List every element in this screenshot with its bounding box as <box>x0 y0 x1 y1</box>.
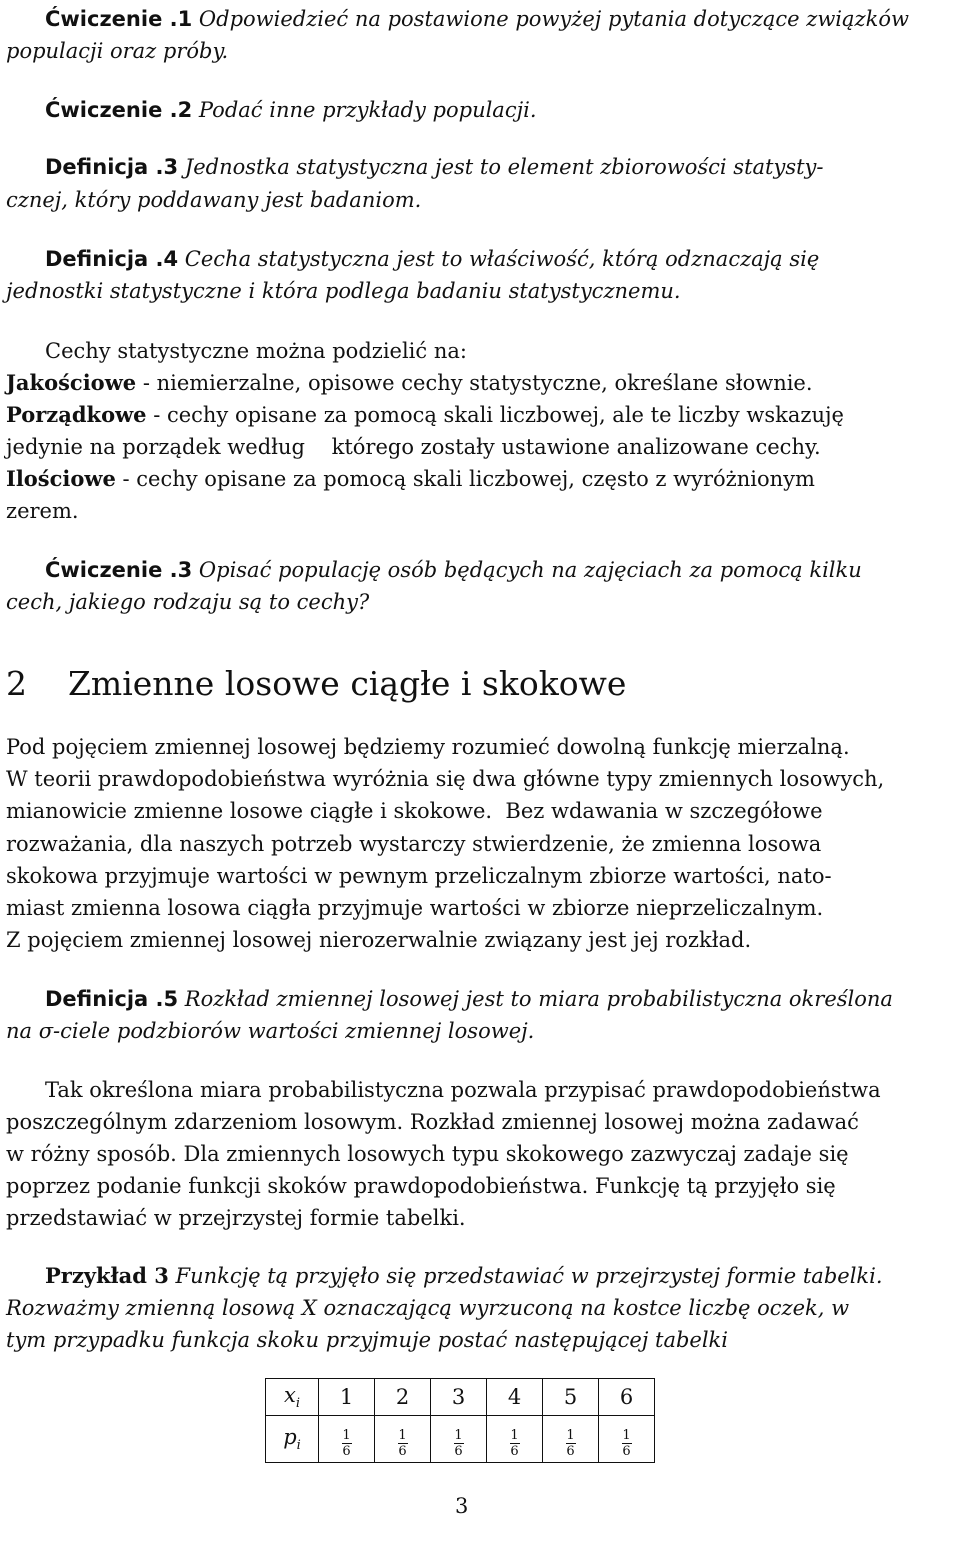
fraction <box>454 1429 464 1458</box>
paragraph-2-line-2: poszczególnym zdarzeniom losowym. Rozkład zmiennej losowej można zadawać <box>6 1110 859 1134</box>
ordinal-features-line2: jedynie na porządek według którego zostały ustawione analizowane cechy. <box>6 435 821 459</box>
paragraph-1-line-3: mianowicie zmienne losowe ciągłe i skokowe. Bez wdawania w szczegółowe <box>6 799 823 823</box>
page-number: 3 <box>455 1494 469 1518</box>
exercise-3-label: Ćwiczenie .3 <box>45 558 193 582</box>
denominator: 6 <box>566 1444 575 1459</box>
table-row-x <box>266 1379 655 1416</box>
p-header <box>266 1416 319 1463</box>
section-number: 2 <box>6 664 27 703</box>
x-symbol: x <box>283 1383 296 1407</box>
x-subscript: i <box>295 1396 300 1411</box>
x-value: 2 <box>375 1379 431 1416</box>
definition-4-text: Cecha statystyczna jest to właściwość, którą odznaczają się <box>184 247 820 271</box>
x-value: 3 <box>431 1379 487 1416</box>
paragraph-1-line-6: miast zmienna losowa ciągła przyjmuje wartości w zbiorze nieprzeliczalnym. <box>6 896 824 920</box>
definition-4-line1 <box>45 244 819 274</box>
exercise-2-label: Ćwiczenie .2 <box>45 98 193 122</box>
paragraph-1-line-1: Pod pojęciem zmiennej losowej będziemy rozumieć dowolną funkcję mierzalną. <box>6 735 850 759</box>
features-intro: Cechy statystyczne można podzielić na: <box>45 339 467 363</box>
numerator: 1 <box>454 1428 463 1443</box>
exercise-3-line1 <box>45 555 862 585</box>
paragraph-1-line-4: rozważania, dla naszych potrzeb wystarczy stwierdzenie, że zmienna losowa <box>6 832 822 856</box>
quantitative-features-line2: zerem. <box>6 499 79 523</box>
numerator: 1 <box>566 1428 575 1443</box>
example-3-label: Przykład 3 <box>45 1263 169 1288</box>
fraction <box>566 1429 576 1458</box>
ordinal-label: Porządkowe <box>6 402 147 427</box>
x-value: 1 <box>319 1379 375 1416</box>
paragraph-2-line-3: w różny sposób. Dla zmiennych losowych typu skokowego zazwyczaj zadaje się <box>6 1142 849 1166</box>
denominator: 6 <box>398 1444 407 1459</box>
definition-5-text: Rozkład zmiennej losowej jest to miara probabilistyczna określona <box>184 987 893 1011</box>
qualitative-label: Jakościowe <box>6 370 137 395</box>
probability-table <box>265 1378 655 1463</box>
exercise-3-text: Opisać populację osób będących na zajęciach za pomocą kilku <box>198 558 862 582</box>
definition-4-label: Definicja .4 <box>45 247 179 271</box>
numerator: 1 <box>342 1428 351 1443</box>
p-symbol: p <box>283 1425 297 1449</box>
x-header <box>266 1379 319 1416</box>
definition-4-line2: jednostki statystyczne i która podlega badaniu statystycznemu. <box>6 279 681 303</box>
denominator: 6 <box>342 1444 351 1459</box>
p-value <box>319 1416 375 1463</box>
paragraph-1-line-2: W teorii prawdopodobieństwa wyróżnia się dwa główne typy zmiennych losowych, <box>6 767 885 791</box>
fraction <box>510 1429 520 1458</box>
fraction <box>398 1429 408 1458</box>
ordinal-text: - cechy opisane za pomocą skali liczbowej, ale te liczby wskazuję <box>146 403 844 427</box>
p-value <box>431 1416 487 1463</box>
definition-3-text: Jednostka statystyczna jest to element zbiorowości statysty- <box>184 155 824 179</box>
quantitative-text: - cechy opisane za pomocą skali liczbowej, często z wyróżnionym <box>115 467 815 491</box>
example-3-line1 <box>45 1261 883 1291</box>
exercise-2-text: Podać inne przykłady populacji. <box>198 98 537 122</box>
definition-3-line2: cznej, który poddawany jest badaniom. <box>6 188 422 212</box>
quantitative-features-line1 <box>6 464 815 494</box>
fraction <box>342 1429 352 1458</box>
example-3-line2: Rozważmy zmienną losową X oznaczającą wyrzuconą na kostce liczbę oczek, w <box>6 1296 850 1320</box>
example-3-text: Funkcję tą przyjęło się przedstawiać w przejrzystej formie tabelki. <box>175 1264 883 1288</box>
definition-5-label: Definicja .5 <box>45 987 179 1011</box>
x-value: 6 <box>599 1379 655 1416</box>
x-value: 4 <box>487 1379 543 1416</box>
definition-3-line1 <box>45 152 824 182</box>
section-title: Zmienne losowe ciągłe i skokowe <box>68 664 627 703</box>
qualitative-text: - niemierzalne, opisowe cechy statystyczne, określane słownie. <box>136 371 813 395</box>
definition-5-line2: na σ-ciele podzbiorów wartości zmiennej losowej. <box>6 1019 535 1043</box>
numerator: 1 <box>510 1428 519 1443</box>
qualitative-features <box>6 368 813 398</box>
numerator: 1 <box>398 1428 407 1443</box>
exercise-1-label: Ćwiczenie .1 <box>45 7 193 31</box>
exercise-1-text: Odpowiedzieć na postawione powyżej pytania dotyczące związków <box>198 7 909 31</box>
p-value <box>543 1416 599 1463</box>
paragraph-2-line-4: poprzez podanie funkcji skoków prawdopodobieństwa. Funkcję tą przyjęło się <box>6 1174 836 1198</box>
p-subscript: i <box>296 1438 301 1453</box>
x-value: 5 <box>543 1379 599 1416</box>
denominator: 6 <box>454 1444 463 1459</box>
ordinal-features-line1 <box>6 400 844 430</box>
denominator: 6 <box>622 1444 631 1459</box>
paragraph-1-line-7: Z pojęciem zmiennej losowej nierozerwalnie związany jest jej rozkład. <box>6 928 752 952</box>
fraction <box>622 1429 632 1458</box>
denominator: 6 <box>510 1444 519 1459</box>
p-value <box>375 1416 431 1463</box>
paragraph-2-line-5: przedstawiać w przejrzystej formie tabelki. <box>6 1206 466 1230</box>
paragraph-1-line-5: skokowa przyjmuje wartości w pewnym przeliczalnym zbiorze wartości, nato- <box>6 864 832 888</box>
exercise-3-line2: cech, jakiego rodzaju są to cechy? <box>6 590 370 614</box>
exercise-1-line1 <box>45 4 909 34</box>
numerator: 1 <box>622 1428 631 1443</box>
paragraph-2-line-1: Tak określona miara probabilistyczna pozwala przypisać prawdopodobieństwa <box>45 1078 881 1102</box>
quantitative-label: Ilościowe <box>6 466 116 491</box>
exercise-2 <box>45 95 537 125</box>
exercise-1-line2: populacji oraz próby. <box>6 39 229 63</box>
table-row-p <box>266 1416 655 1463</box>
p-value <box>599 1416 655 1463</box>
p-value <box>487 1416 543 1463</box>
definition-5-line1 <box>45 984 893 1014</box>
example-3-line3: tym przypadku funkcja skoku przyjmuje postać następującej tabelki <box>6 1328 728 1352</box>
definition-3-label: Definicja .3 <box>45 155 179 179</box>
